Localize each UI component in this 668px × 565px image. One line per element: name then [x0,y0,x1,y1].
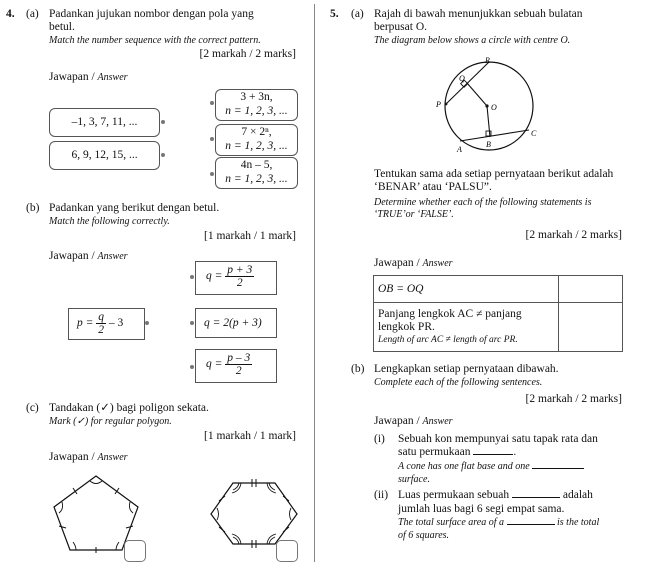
option-formula: q = $\frac{p + 3}{2}$ [206,264,253,289]
label-b: B [486,140,491,149]
statement-cell: OB = OQ [374,276,559,303]
pattern-line1: 7 × 2ⁿ, [241,126,272,138]
q4b-text: Padankan yang berikut dengan betul. [49,202,220,214]
point-p [445,103,448,106]
q4c-label: (c) [26,402,39,414]
q4a-marks: [2 markah / 2 marks] [199,48,296,60]
statement-cell: Panjang lengkok AC ≠ panjang lengkok PR. Length of arc AC ≠ length of arc PR. [374,303,559,352]
label-o: O [491,103,497,112]
q5a-english: The diagram below shows a circle with centre O. [374,35,571,46]
match-dot[interactable] [190,321,194,325]
table-row [374,303,623,352]
option-formula: q = 2(p + 3) [204,317,262,329]
q5b-i-line1: Sebuah kon mempunyai satu tapak rata dan [398,433,598,445]
column-divider [314,4,315,562]
q5b-i-line2: satu permukaan . [398,446,517,458]
match-dot[interactable] [210,172,214,176]
true-false-table [373,275,623,352]
hexagon-shape [211,483,297,544]
pattern-box-2[interactable] [215,124,298,156]
label-q: Q [459,74,465,83]
blank-field[interactable] [473,454,513,455]
q5b-ii-en2: of 6 squares. [398,530,450,541]
hexagon-checkbox[interactable] [276,540,298,562]
q4b-label: (b) [26,202,40,214]
q5b-label: (b) [351,363,365,375]
q4c-answer-label: Jawapan / Answer [49,451,128,463]
q5a-instruction-en2: ‘TRUE’or ‘FALSE’. [374,209,454,220]
q4a-text-line2: betul. [49,21,75,33]
table-row [374,276,623,303]
q4c-english: Mark (✓) for regular polygon. [49,416,172,427]
pentagon-checkbox[interactable] [124,540,146,562]
pentagon-shape [54,476,138,550]
hexagon-tick-marks [219,479,289,548]
left-formula: p = $\frac{q}{2}$ – 3 [77,311,124,336]
label-p: P [436,100,441,109]
match-dot[interactable] [210,137,214,141]
label-a: A [457,145,462,154]
question-5-number: 5. [330,8,339,20]
left-expression-box[interactable] [68,308,145,340]
match-dot[interactable] [190,365,194,369]
q4b-answer-label: Jawapan / Answer [49,250,128,262]
sequence-box-1[interactable] [49,108,160,137]
q4a-text-line1: Padankan jujukan nombor dengan pola yang [49,8,254,20]
q4a-answer-label: Jawapan / Answer [49,71,128,83]
blank-field[interactable] [532,468,584,469]
q5b-answer-label: Jawapan / Answer [374,415,453,427]
q4b-marks: [1 markah / 1 mark] [204,230,296,242]
answer-cell[interactable] [559,276,623,303]
q4c-marks: [1 markah / 1 mark] [204,430,296,442]
q4a-english: Match the number sequence with the correct pattern. [49,35,261,46]
q5a-instruction-en1: Determine whether each of the following statements is [374,197,592,208]
q4b-english: Match the following correctly. [49,216,170,227]
label-r: R [485,56,490,65]
sequence-text: –1, 3, 7, 11, ... [71,116,138,128]
q5a-text-line2: berpusat O. [374,21,428,33]
q5a-marks: [2 markah / 2 marks] [525,229,622,241]
sequence-box-2[interactable] [49,141,160,170]
q4a-label: (a) [26,8,39,20]
pattern-line1: 3 + 3n, [240,91,273,103]
q5b-ii-line1: Luas permukaan sebuah adalah [398,489,593,501]
question-4-number: 4. [6,8,15,20]
q5a-instruction-line2: ‘BENAR’ atau ‘PALSU”. [374,181,492,193]
pattern-line2: n = 1, 2, 3, ... [225,140,288,152]
circle-diagram [432,54,542,154]
sequence-text: 6, 9, 12, 15, ... [71,149,138,161]
q5b-ii-line2: jumlah luas bagi 6 segi empat sama. [398,503,565,515]
q4c-text: Tandakan (✓) bagi poligon sekata. [49,402,209,414]
match-dot[interactable] [145,321,149,325]
blank-field[interactable] [507,524,555,525]
q5a-answer-label: Jawapan / Answer [374,257,453,269]
pattern-line2: n = 1, 2, 3, ... [225,105,288,117]
pattern-box-3[interactable] [215,157,298,189]
match-dot[interactable] [161,153,165,157]
blank-field[interactable] [512,497,560,498]
q5b-ii-label: (ii) [374,489,389,501]
q5b-i-en2: surface. [398,474,430,485]
option-box-2[interactable] [195,308,277,338]
answer-cell[interactable] [559,303,623,352]
match-dot[interactable] [210,101,214,105]
pattern-box-1[interactable] [215,89,298,121]
label-c: C [531,129,537,138]
centre-point [485,104,488,107]
pattern-line2: n = 1, 2, 3, ... [225,173,288,185]
q5a-instruction-line1: Tentukan sama ada setiap pernyataan berikut adalah [374,168,614,180]
q5a-label: (a) [351,8,364,20]
pattern-line1: 4n – 5, [240,159,273,171]
q5a-text-line1: Rajah di bawah menunjukkan sebuah bulatan [374,8,583,20]
option-formula: q = $\frac{p - 3}{2}$ [206,352,251,377]
q5b-ii-en1: The total surface area of a is the total [398,517,600,528]
option-box-1[interactable] [195,261,277,295]
option-box-3[interactable] [195,349,277,383]
q5b-text: Lengkapkan setiap pernyataan dibawah. [374,363,559,375]
pentagon-angle-arcs [59,481,133,550]
q5b-i-label: (i) [374,433,385,445]
pentagon-tick-marks [59,488,133,553]
q5b-english: Complete each of the following sentences. [374,377,543,388]
q5b-marks: [2 markah / 2 marks] [525,393,622,405]
match-dot[interactable] [161,120,165,124]
match-dot[interactable] [190,275,194,279]
hexagon-angle-arcs [217,483,291,544]
q5b-i-en1: A cone has one flat base and one [398,461,584,473]
